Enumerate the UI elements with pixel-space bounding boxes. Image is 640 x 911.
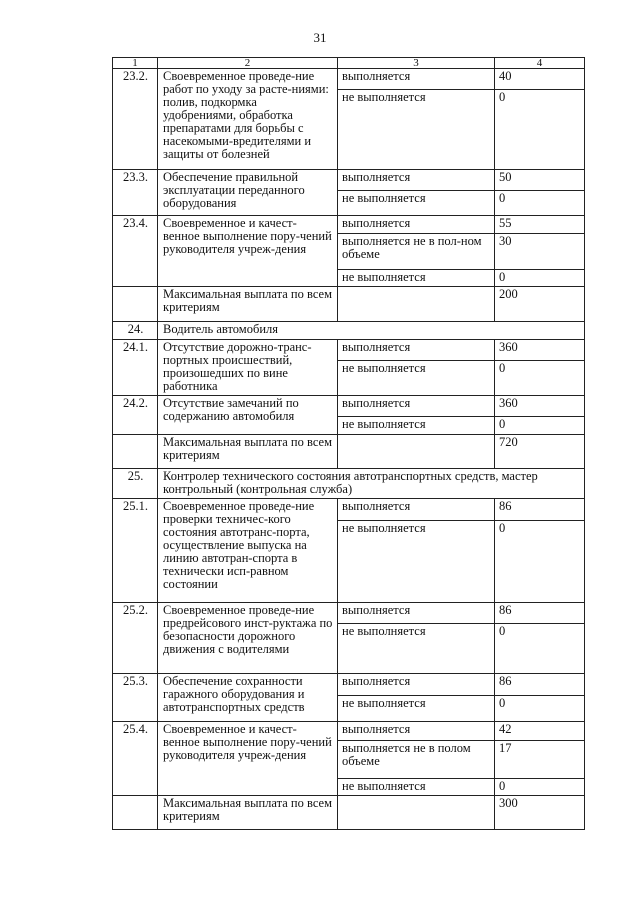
criteria-table-body: [113, 58, 585, 830]
row-number: 24.2.: [113, 396, 158, 435]
criterion-row: [113, 722, 585, 796]
criterion-row: [113, 287, 585, 322]
criterion-text: Отсутствие замечаний по содержанию автомобиля: [158, 396, 338, 435]
payment-value: 0: [495, 695, 584, 721]
row-number: 25.1.: [113, 499, 158, 603]
criterion-text: Максимальная выплата по всем критериям: [158, 796, 338, 830]
payment-value: 200: [499, 287, 518, 301]
row-number: [113, 796, 158, 830]
criterion-text: Максимальная выплата по всем критериям: [158, 287, 338, 322]
payment-values: [495, 340, 585, 396]
fulfillment-options: [338, 170, 495, 216]
fulfillment-options: [338, 216, 495, 287]
fulfillment-option: выполняется не в полом объеме: [338, 740, 494, 778]
fulfillment-options: [338, 674, 495, 722]
payment-value: 360: [499, 340, 518, 354]
row-number: 25.: [113, 469, 158, 499]
row-number: 25.4.: [113, 722, 158, 796]
payment-value: 720: [499, 435, 518, 449]
fulfillment-option: не выполняется: [338, 623, 494, 673]
payment-value: 0: [495, 520, 584, 602]
criterion-text: Обеспечение правильной эксплуатации переданного оборудования: [158, 170, 338, 216]
fulfillment-options: [338, 796, 495, 830]
criterion-row: [113, 435, 585, 469]
page-number: 31: [313, 30, 327, 45]
criterion-text: Своевременное и качест-венное выполнение пору-чений руководителя учреж-дения: [158, 722, 338, 796]
payment-values: [495, 396, 585, 435]
fulfillment-option: не выполняется: [338, 695, 494, 721]
criterion-row: [113, 499, 585, 603]
payment-value: 0: [495, 89, 584, 169]
criterion-row: [113, 69, 585, 170]
payment-values: [495, 287, 585, 322]
column-header: 2: [158, 58, 338, 69]
criterion-text: Своевременное проведе-ние работ по уходу за расте-ниями: полив, подкормка удобрениями, обработка препаратами для борьбы с насекомыми-вредителями и защиты от болезней: [158, 69, 338, 170]
fulfillment-option: [338, 796, 494, 829]
payment-value: 55: [499, 216, 512, 230]
fulfillment-options: [338, 435, 495, 469]
payment-value: 86: [499, 603, 512, 617]
column-header: 3: [338, 58, 495, 69]
payment-value: 0: [495, 778, 584, 795]
criterion-row: [113, 396, 585, 435]
payment-values: [495, 796, 585, 830]
criterion-text: Своевременное проведе-ние проверки техничес-кого состояния автотранс-порта, осуществление выпуска на линию автотран-спорта в технически исп-равном состоянии: [158, 499, 338, 603]
payment-values: [495, 69, 585, 170]
criterion-text: Своевременное проведе-ние предрейсового инст-руктажа по безопасности дорожного движения с водителями: [158, 603, 338, 674]
payment-values: [495, 499, 585, 603]
fulfillment-option: не выполняется: [338, 269, 494, 286]
criterion-row: [113, 603, 585, 674]
column-header: 4: [495, 58, 585, 69]
criterion-text: Отсутствие дорожно-транс-портных происшествий, произошедших по вине работника: [158, 340, 338, 396]
fulfillment-option: выполняется: [342, 216, 411, 230]
fulfillment-option: выполняется: [342, 340, 411, 354]
row-number: 23.3.: [113, 170, 158, 216]
section-title: Водитель автомобиля: [158, 322, 585, 340]
row-number: 24.1.: [113, 340, 158, 396]
row-number: 23.4.: [113, 216, 158, 287]
payment-value: 360: [499, 396, 518, 410]
criterion-row: [113, 216, 585, 287]
payment-values: [495, 603, 585, 674]
payment-value: 50: [499, 170, 512, 184]
fulfillment-option: выполняется: [342, 170, 411, 184]
criterion-text: Своевременное и качест-венное выполнение пору-чений руководителя учреж-дения: [158, 216, 338, 287]
fulfillment-options: [338, 340, 495, 396]
fulfillment-option: выполняется: [342, 69, 411, 83]
criterion-text: Максимальная выплата по всем критериям: [158, 435, 338, 469]
criterion-row: [113, 340, 585, 396]
criteria-table: [112, 57, 585, 830]
row-number: [113, 287, 158, 322]
payment-value: 86: [499, 674, 512, 688]
fulfillment-option: выполняется: [342, 499, 411, 513]
payment-values: [495, 722, 585, 796]
fulfillment-option: выполняется: [342, 674, 411, 688]
fulfillment-options: [338, 722, 495, 796]
row-number: [113, 435, 158, 469]
payment-value: 42: [499, 722, 512, 736]
fulfillment-option: не выполняется: [338, 520, 494, 602]
fulfillment-option: не выполняется: [338, 89, 494, 169]
fulfillment-option: не выполняется: [338, 778, 494, 795]
fulfillment-option: не выполняется: [338, 190, 494, 215]
row-number: 23.2.: [113, 69, 158, 170]
fulfillment-option: выполняется: [342, 603, 411, 617]
fulfillment-options: [338, 499, 495, 603]
section-row: [113, 469, 585, 499]
criterion-row: [113, 796, 585, 830]
row-number: 25.3.: [113, 674, 158, 722]
fulfillment-option: не выполняется: [338, 416, 494, 434]
payment-values: [495, 435, 585, 469]
row-number: 25.2.: [113, 603, 158, 674]
fulfillment-option: не выполняется: [338, 360, 494, 395]
fulfillment-option: выполняется: [342, 396, 411, 410]
section-row: [113, 322, 585, 340]
payment-value: 30: [495, 233, 584, 269]
fulfillment-option: [338, 287, 494, 321]
payment-value: 0: [495, 623, 584, 673]
payment-values: [495, 674, 585, 722]
criterion-row: [113, 674, 585, 722]
row-number: 24.: [113, 322, 158, 340]
fulfillment-option: выполняется не в пол-ном объеме: [338, 233, 494, 269]
criterion-row: [113, 170, 585, 216]
criterion-text: Обеспечение сохранности гаражного оборудования и автотранспортных средств: [158, 674, 338, 722]
fulfillment-options: [338, 287, 495, 322]
payment-values: [495, 216, 585, 287]
payment-value: 0: [495, 190, 584, 215]
column-header: 1: [113, 58, 158, 69]
payment-value: 0: [495, 269, 584, 286]
payment-value: 300: [499, 796, 518, 810]
payment-value: 0: [495, 360, 584, 395]
payment-value: 0: [495, 416, 584, 434]
fulfillment-options: [338, 603, 495, 674]
fulfillment-options: [338, 396, 495, 435]
fulfillment-option: [338, 435, 494, 468]
payment-value: 17: [495, 740, 584, 778]
payment-value: 86: [499, 499, 512, 513]
payment-values: [495, 170, 585, 216]
payment-value: 40: [499, 69, 512, 83]
column-header-row: [113, 58, 585, 69]
section-title: Контролер технического состояния автотранспортных средств, мастер контрольный (контрольная служба): [158, 469, 585, 499]
fulfillment-options: [338, 69, 495, 170]
fulfillment-option: выполняется: [342, 722, 411, 736]
